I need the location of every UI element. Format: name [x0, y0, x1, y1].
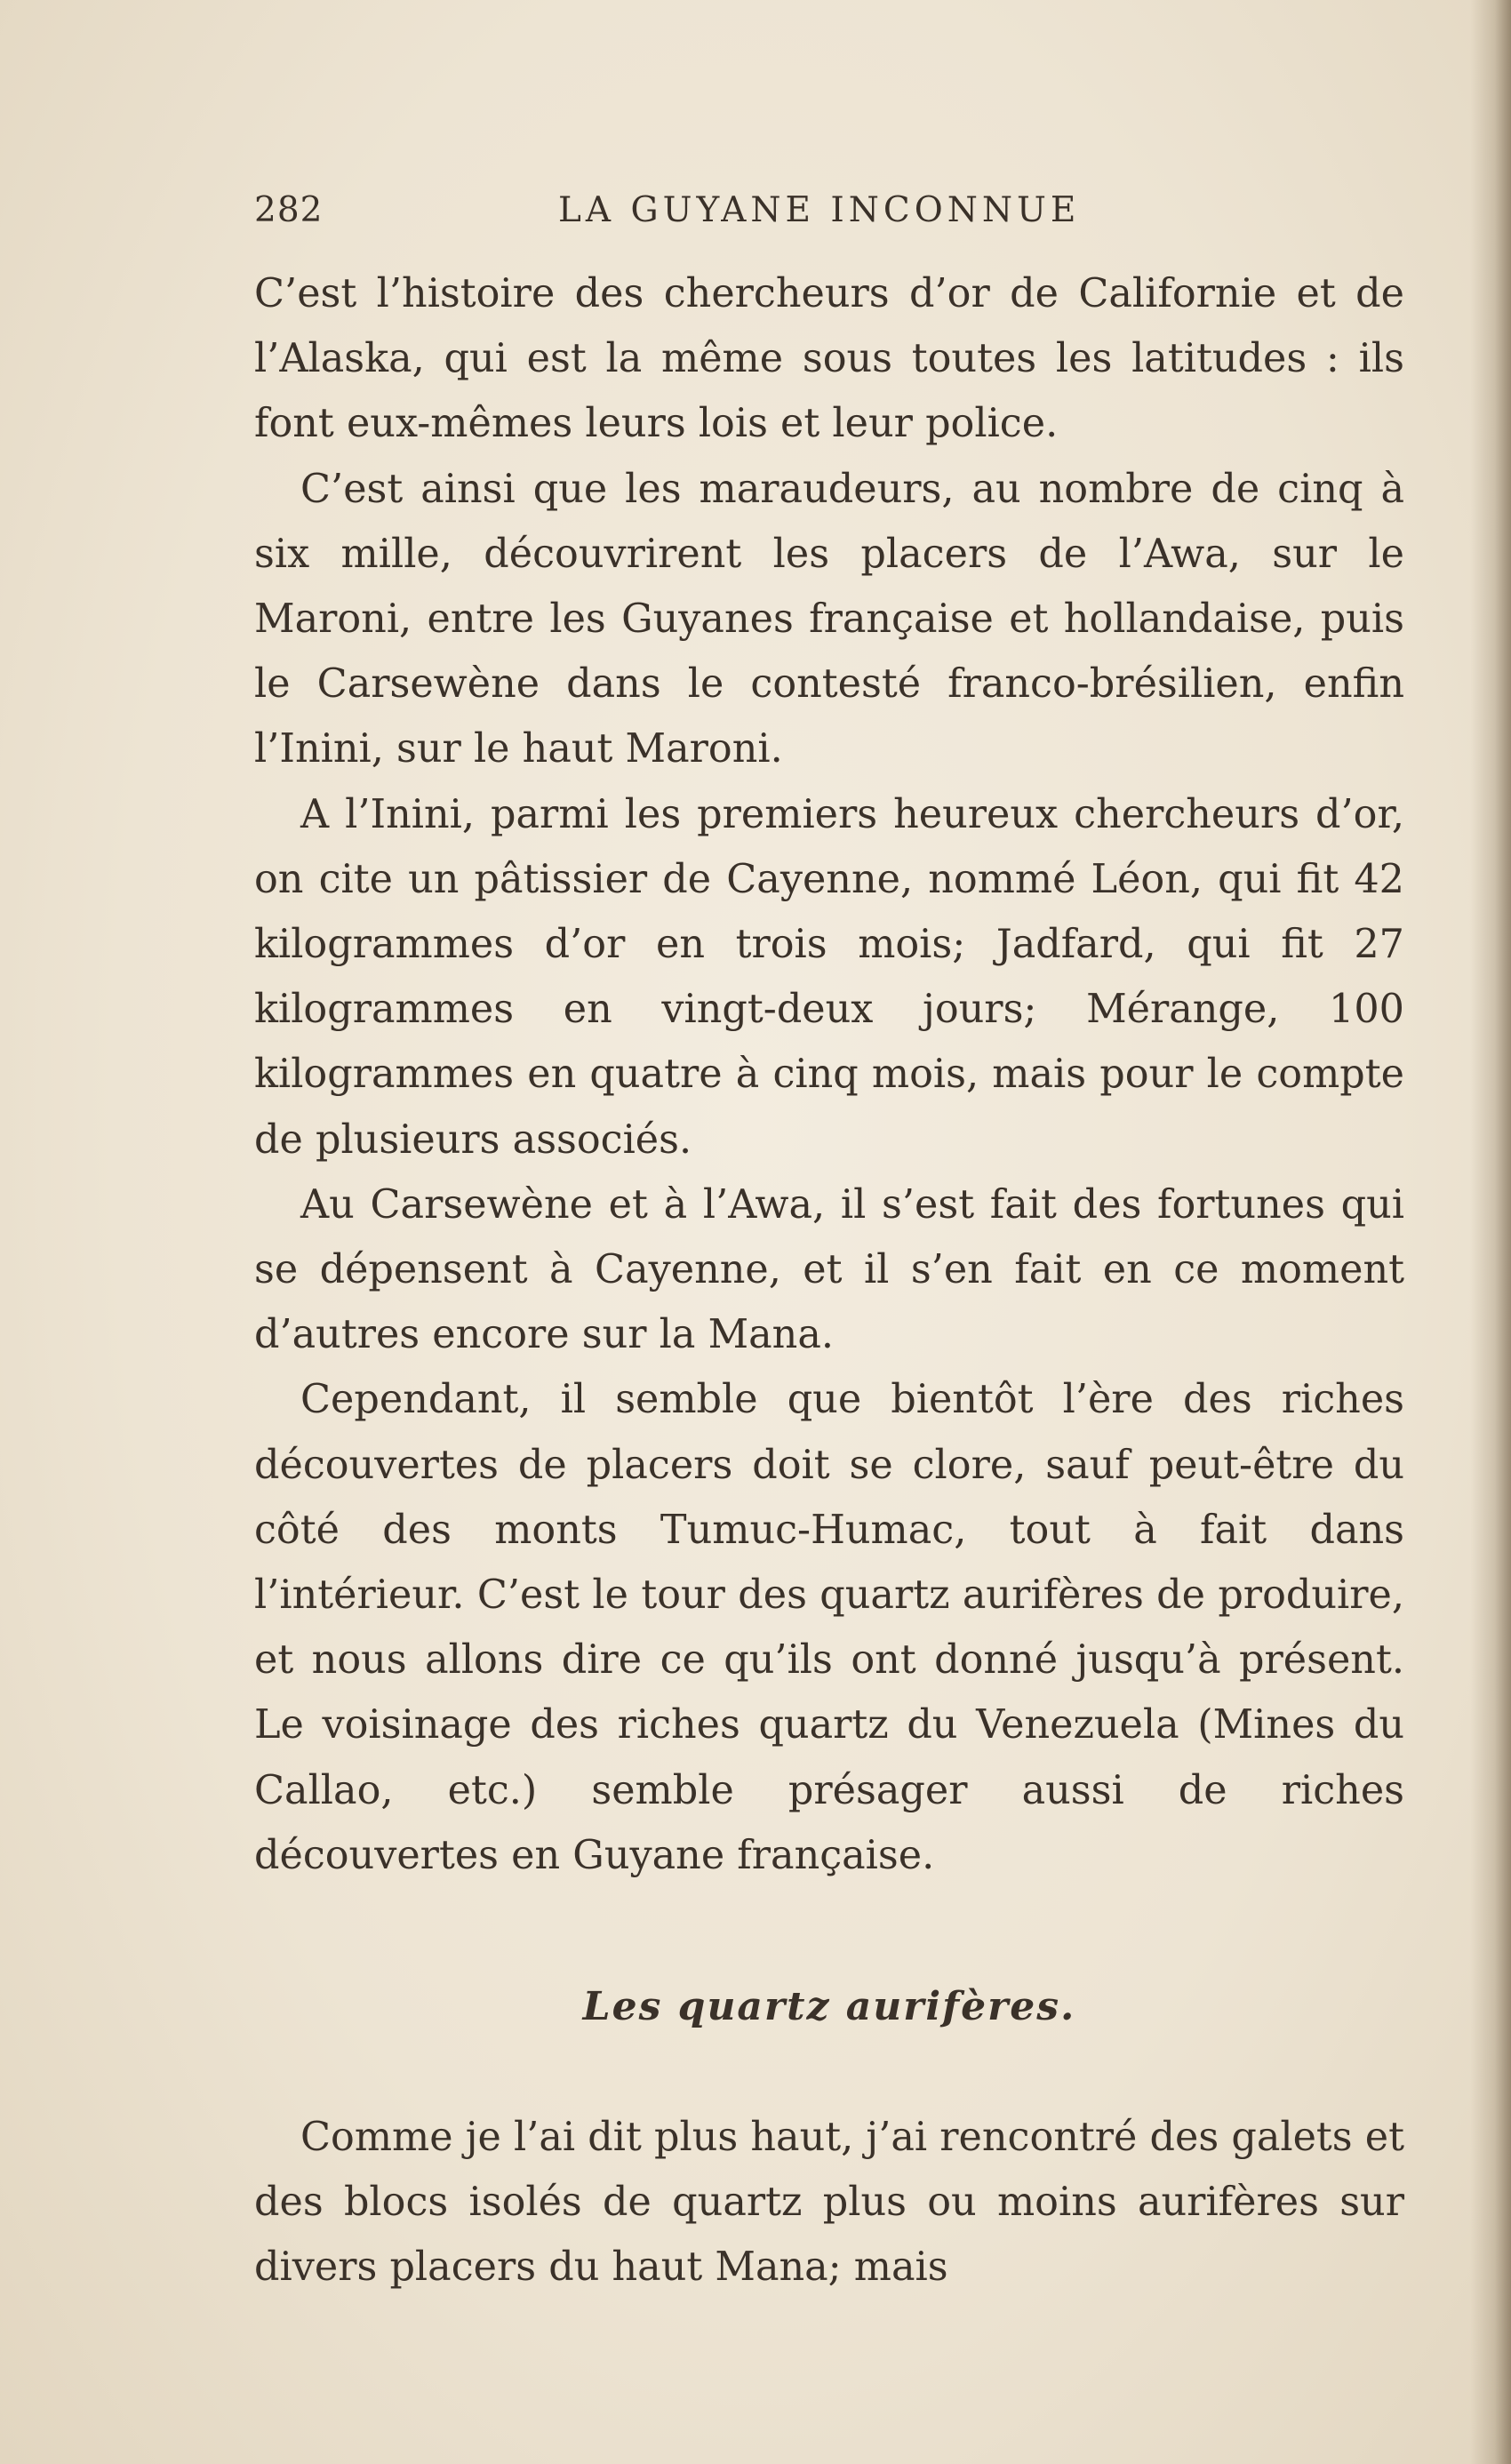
- paragraph-2: C’est ainsi que les maraudeurs, au nombre de cinq à six mille, découvrirent les placers de l’Awa, sur le Maroni, entre les Guyanes française et hollandaise, puis le Carsewène dans le contesté franco-brésilien, enfin l’Inini, sur le haut Maroni.: [254, 466, 1404, 772]
- paragraph-5: Cependant, il semble que bientôt l’ère des riches découvertes de placers doit se clore, sauf peut-être du côté des monts Tumuc-Humac, tout à fait dans l’intérieur. C’est le tour des quartz aurifères de produire, et nous allons dire ce qu’ils ont donné jusqu’à présent. Le voisinage des riches quartz du Venezuela (Mines du Callao, etc.) semble présager aussi de riches découvertes en Guyane française.: [254, 1377, 1404, 1878]
- page-edge-shadow: [1470, 0, 1511, 2464]
- paragraph-1: C’est l’histoire des chercheurs d’or de Californie et de l’Alaska, qui est la même sous toutes les latitudes : ils font eux-mêmes leurs lois et leur police.: [254, 271, 1404, 447]
- section-text: [254, 2105, 1404, 2300]
- page-number: 282: [254, 190, 324, 230]
- paragraph-4: Au Carsewène et à l’Awa, il s’est fait des fortunes qui se dépensent à Cayenne, et il s’en fait en ce moment d’autres encore sur la Mana.: [254, 1181, 1404, 1358]
- paragraph-3: A l’Inini, parmi les premiers heureux chercheurs d’or, on cite un pâtissier de Cayenne, nommé Léon, qui fit 42 kilogrammes d’or en trois mois; Jadfard, qui fit 27 kilogrammes en vingt-deux jours; Mérange, 100 kilogrammes en quatre à cinq mois, mais pour le compte de plusieurs associés.: [254, 791, 1404, 1163]
- page-header: [254, 190, 1404, 240]
- running-title: LA GUYANE INCONNUE: [558, 190, 1081, 230]
- section-paragraph: Comme je l’ai dit plus haut, j’ai rencontré des galets et des blocs isolés de quartz plus ou moins aurifères sur divers placers du haut Mana; mais: [254, 2115, 1405, 2291]
- section-title: Les quartz aurifères.: [582, 1984, 1076, 2029]
- main-text: [254, 261, 1404, 1888]
